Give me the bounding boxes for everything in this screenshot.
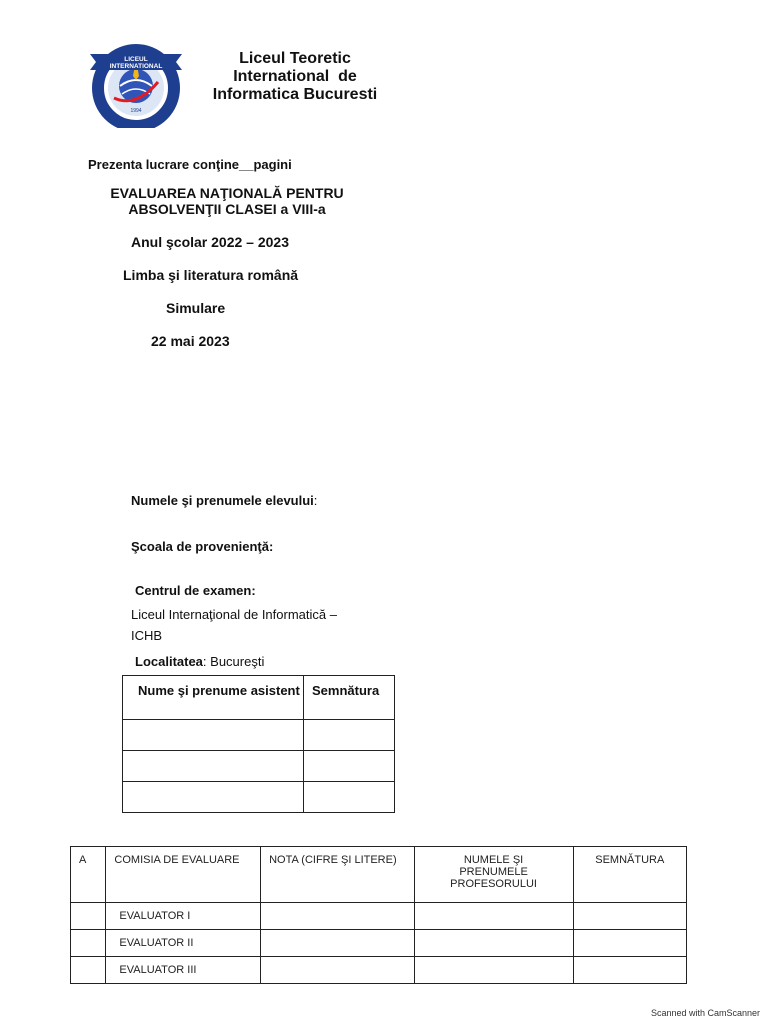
evaluation-table-header (71, 847, 687, 903)
school-name-line-1: Liceul Teoretic (239, 50, 351, 67)
assistant-signature-header: Semnătura (312, 683, 380, 698)
pages-line: Prezenta lucrare conţine__pagini (88, 157, 292, 172)
table-row (71, 930, 687, 957)
student-name-label: Numele şi prenumele elevului (131, 493, 314, 508)
exam-center-value (131, 604, 337, 646)
header-teacher-name (414, 847, 573, 903)
school-name-line-3: Informatica Bucuresti (212, 86, 378, 103)
grade-cell[interactable] (261, 930, 414, 957)
table-row (123, 720, 395, 751)
exam-title-line-2: ABSOLVENŢII CLASEI a VIII-a (128, 201, 326, 217)
scanner-watermark: Scanned with CamScanner (650, 1008, 760, 1018)
assistant-name-cell[interactable] (123, 751, 304, 782)
assistant-name-header: Nume şi prenume asistent (138, 683, 300, 698)
exam-title (92, 185, 362, 217)
header-grade: NOTA (CIFRE ŞI LITERE) (261, 847, 414, 903)
table-row (123, 782, 395, 813)
student-name-field (131, 493, 317, 508)
school-name (200, 50, 390, 104)
svg-text:LICEUL: LICEUL (124, 56, 148, 63)
school-logo (86, 38, 190, 128)
row-a-cell (71, 957, 106, 984)
exam-type: Simulare (166, 300, 226, 316)
signature-cell[interactable] (573, 957, 686, 984)
assistant-name-cell[interactable] (123, 782, 304, 813)
row-a-cell (71, 930, 106, 957)
teacher-name-cell[interactable] (414, 957, 573, 984)
assistant-name-header-cell (123, 676, 304, 720)
exam-center-line-2: ICHB (131, 628, 163, 643)
school-of-origin-label: Şcoala de provenienţă: (131, 539, 274, 554)
header-teacher-name-text: NUMELE ŞI PRENUMELE PROFESORULUI (450, 854, 537, 890)
header-a: A (71, 847, 106, 903)
evaluator-label: EVALUATOR I (106, 903, 261, 930)
teacher-name-cell[interactable] (414, 930, 573, 957)
table-row (71, 903, 687, 930)
row-a-cell (71, 903, 106, 930)
school-name-line-2: International de (233, 68, 357, 85)
school-year: Anul şcolar 2022 – 2023 (131, 234, 289, 250)
svg-text:INTERNATIONAL: INTERNATIONAL (109, 63, 163, 70)
svg-text:1994: 1994 (130, 108, 142, 114)
subject: Limba şi literatura română (123, 267, 299, 283)
evaluator-label: EVALUATOR II (106, 930, 261, 957)
exam-title-line-1: EVALUAREA NAŢIONALĂ PENTRU (110, 185, 344, 201)
exam-date: 22 mai 2023 (151, 333, 230, 349)
locality-label: Localitatea (135, 654, 203, 669)
header-signature: SEMNĂTURA (573, 847, 686, 903)
assistant-signature-header-cell (304, 676, 395, 720)
exam-center-label: Centrul de examen: (135, 583, 256, 598)
locality-field (135, 654, 264, 669)
assistant-name-cell[interactable] (123, 720, 304, 751)
table-row (123, 751, 395, 782)
assistant-signature-cell[interactable] (304, 751, 395, 782)
student-name-colon: : (313, 493, 318, 508)
grade-cell[interactable] (261, 903, 414, 930)
exam-center-line-1: Liceul Internaţional de Informatică – (131, 607, 337, 622)
table-row (71, 957, 687, 984)
signature-cell[interactable] (573, 903, 686, 930)
evaluator-label: EVALUATOR III (106, 957, 261, 984)
locality-value: : Bucureşti (202, 654, 265, 669)
assistant-signature-cell[interactable] (304, 720, 395, 751)
evaluation-table (70, 846, 687, 984)
header-commission: COMISIA DE EVALUARE (106, 847, 261, 903)
assistant-table-header (123, 676, 395, 720)
assistant-signature-cell[interactable] (304, 782, 395, 813)
grade-cell[interactable] (261, 957, 414, 984)
assistant-table (122, 675, 395, 813)
teacher-name-cell[interactable] (414, 903, 573, 930)
signature-cell[interactable] (573, 930, 686, 957)
